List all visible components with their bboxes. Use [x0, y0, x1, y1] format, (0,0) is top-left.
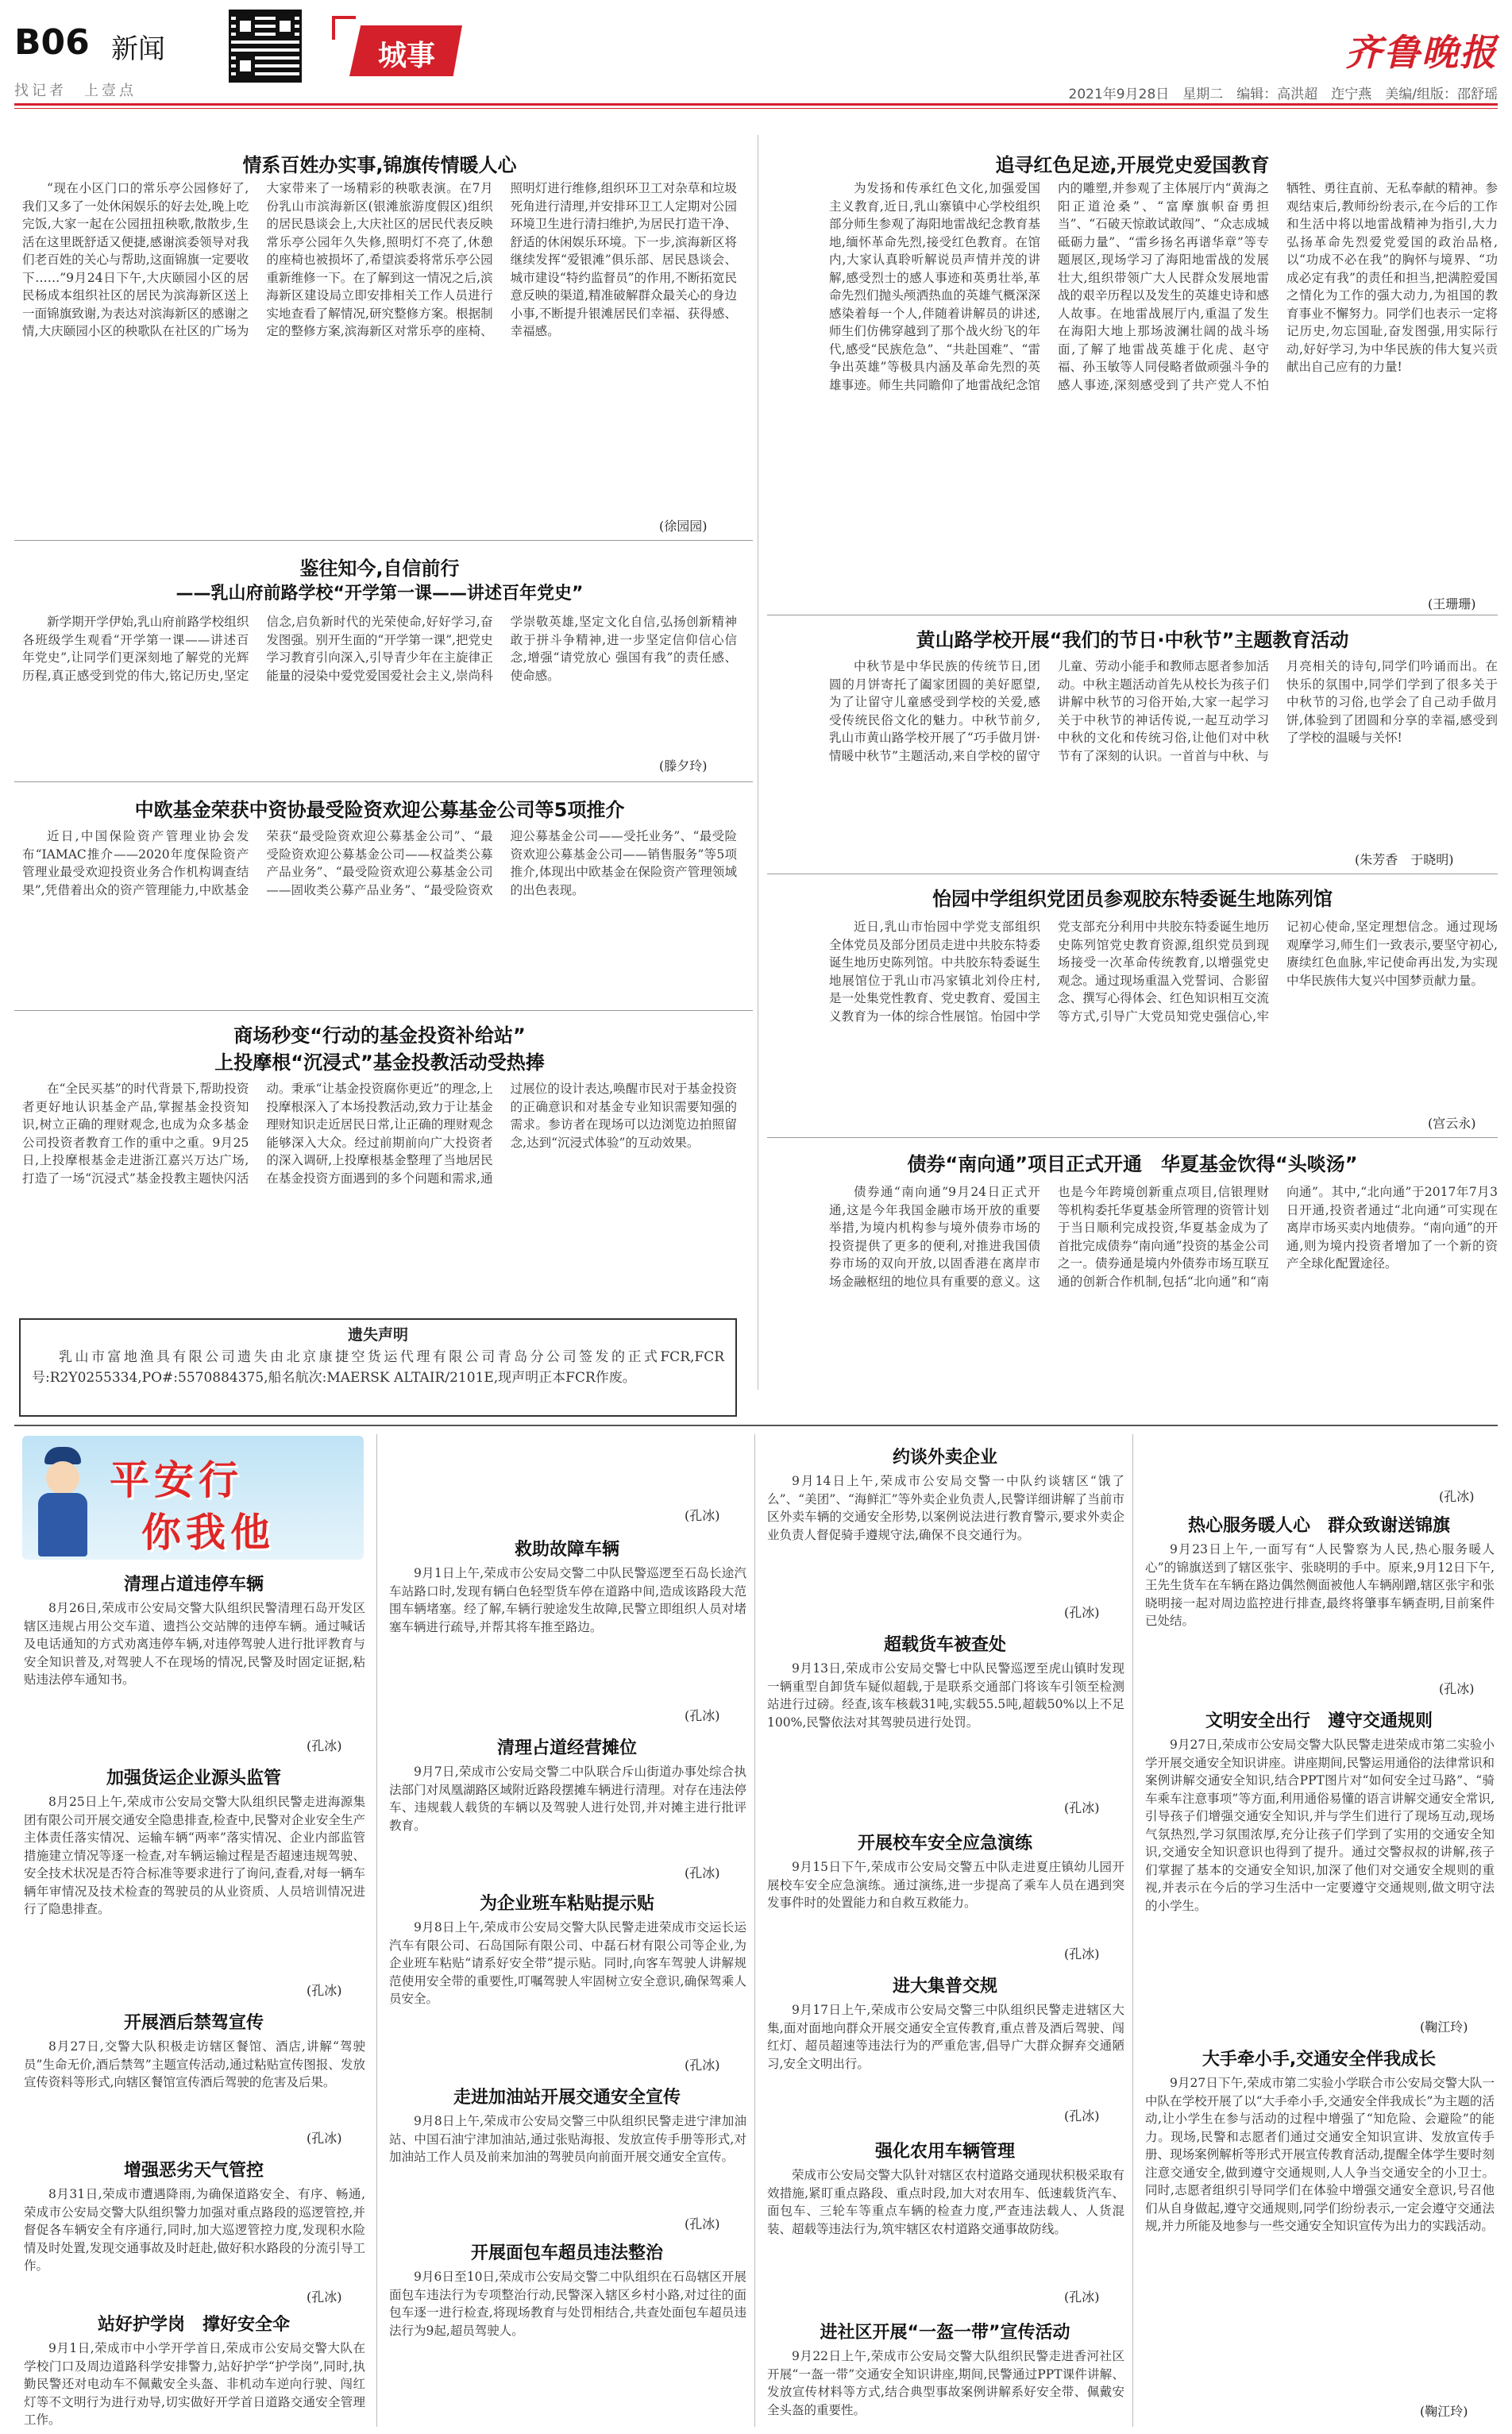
- section-tag-label: 城事: [377, 40, 435, 72]
- article-title: 中欧基金荣获中资协最受险资欢迎公募基金公司等5项推介: [134, 799, 625, 821]
- brief-title: 开展酒后禁驾宣传: [123, 2013, 264, 2033]
- brief-body: 9月17日上午,荣成市公安局交警三中队组织民警走进辖区大集,面对面地向群众开展交通安全宣传教育,重点普及酒后驾驶、闯红灯、超员超速等违法行为的严重危害,倡导广大群众摒弃交通陋习,安全文明出行。: [767, 2003, 1124, 2071]
- tag-accent: [332, 16, 356, 40]
- brief-body: 9月14日上午,荣成市公安局交警一中队约谈辖区“饿了么”、“美团”、“海鲜汇”等外卖企业负责人,民警详细讲解了当前市区外卖车辆的交通安全形势,以案例说法进行教育警示,要求外卖企业负责人督促骑手遵规守法,确保不良交通行为。: [767, 1474, 1124, 1542]
- brief-byline: (孔冰): [307, 1983, 342, 1998]
- divider: [14, 540, 753, 541]
- brief-body: 9月1日上午,荣成市公安局交警二中队民警巡逻至石岛长途汽车站路口时,发现有辆白色轻型货车停在道路中间,造成该路段大范围车辆堵塞。经了解,车辆行驶途发生故障,民警立即组织人员对堵塞车辆进行疏导,并帮其将车推至路边。: [389, 1566, 746, 1634]
- brief-byline: (孔冰): [307, 1738, 342, 1753]
- brief-byline: (鞠江玲): [1420, 2404, 1468, 2419]
- brief-body: 9月8日上午,荣成市公安局交警三中队组织民警走进宁津加油站、中国石油宁津加油站,通过张贴海报、发放宣传手册等形式,对加油站工作人员及前来加油的驾驶员向前面开展交通安全宣传。: [389, 2114, 746, 2164]
- brief-title: 走进加油站开展交通安全宣传: [453, 2088, 681, 2108]
- brief-byline: (孔冰): [685, 2216, 720, 2231]
- section-rule: [14, 1425, 1498, 1426]
- article-body: 近日,中国保险资产管理业协会发布“IAMAC推介——2020年度保险资产管理业最受欢迎投资业务合作机构调查结果”,凭借着出众的资产管理能力,中欧基金荣获“最受险资欢迎公募基金公司”、“最受险资欢迎公募基金公司——权益类公募产品业务”、“最受险资欢迎公募基金公司——固收类公募产品业务”、“最受险资欢迎公募基金公司——受托业务”、“最受险资欢迎公募基金公司——销售服务”等5项推介,体现出中欧基金在保险资产管理领域的出色表现。: [22, 829, 737, 897]
- safety-banner: [22, 1436, 364, 1560]
- article-body: 新学期开学伊始,乳山府前路学校组织各班级学生观看“开学第一课——讲述百年党史”,让同学们更深刻地了解党的光辉历程,真正感受到党的伟大,铭记历史,坚定信念,启负新时代的光荣使命,好好学习,奋发图强。别开生面的“开学第一课”,把党史学习教育引向深入,引导青少年在主旋律正能量的浸染中爱党爱国爱社会主义,崇尚科学崇敬英雄,坚定文化自信,弘扬创新精神敢于拼斗争精神,进一步坚定信仰信心信念,增强“请党放心 强国有我”的责任感、使命感。: [22, 615, 737, 683]
- article-byline: (徐园园): [659, 519, 708, 534]
- brief-body: 9月15日下午,荣成市公安局交警五中队走进夏庄镇幼儿园开展校车安全应急演练。通过演练,进一步提高了乘车人员在遇到突发事件时的处置能力和自救互救能力。: [767, 1860, 1124, 1910]
- brief-body: 荣成市公安局交警大队针对辖区农村道路交通现状积极采取有效措施,紧盯重点路段、重点时段,加大对农用车、低速载货汽车、面包车、三轮车等重点车辆的检查力度,严查违法载人、人货混装、超载等违法行为,筑牢辖区农村道路交通事故防线。: [767, 2168, 1124, 2236]
- divider: [376, 1434, 377, 2427]
- article-body: “现在小区门口的常乐亭公园修好了,我们又多了一处休闲娱乐的好去处,晚上吃完饭,大家一起在公园扭扭秧歌,散散步,生活在这里既舒适又便捷,感谢滨委领导对我们老百姓的关心与帮助,这面锦旗一定要收下……”9月24日下午,大庆颐园小区的居民杨成本组织社区的居民为滨海新区送上一面锦旗致谢,为表达对滨海新区的感谢之情,大庆颐园小区的秧歌队在社区的广场为大家带来了一场精彩的秧歌表演。在7月份乳山市滨海新区(银滩旅游度假区)组织的居民恳谈会上,大庆社区的居民代表反映常乐亭公园年久失修,照明灯不亮了,休憩的座椅也被损坏了,希望滨委将常乐亭公园重新维修一下。在了解到这一情况之后,滨海新区建设局立即安排相关工作人员进行实地查看了解情况,研究整修方案。根据制定的整修方案,滨海新区对常乐亭的座椅、照明灯进行维修,组织环卫工对杂草和垃圾死角进行清理,并安排环卫工人定期对公园环境卫生进行清扫维护,为居民打造干净、舒适的休闲娱乐环境。下一步,滨海新区将继续发挥“爱银滩”俱乐部、居民恳谈会、城市建设“特约监督员”的作用,不断拓宽民意反映的渠道,精准破解群众最关心的身边小事,不断提升银滩居民们幸福、获得感、幸福感。: [22, 181, 737, 338]
- banner-line2: 你我他: [141, 1510, 275, 1556]
- article-byline: (宫云永): [1428, 1116, 1476, 1131]
- brief-byline: (孔冰): [1064, 1946, 1100, 1961]
- article-subtitle: 上投摩根“沉浸式”基金投教活动受热捧: [214, 1051, 545, 1074]
- notice-body: 乳山市富地渔具有限公司遗失由北京康捷空货运代理有限公司青岛分公司签发的正式FCR,FCR号:R2Y0255334,PO#:5570884375,船名航次:MAERSK ALTAIR/2101E,现声明正本FCR作废。: [32, 1349, 724, 1386]
- brief-byline: (鞠江玲): [1420, 2019, 1468, 2035]
- brief-byline: (孔冰): [1439, 1681, 1475, 1696]
- article-body: 中秋节是中华民族的传统节日,团圆的月饼寄托了阖家团圆的美好愿望,为了让留守儿童感受到学校的关爱,感受传统民俗文化的魅力。中秋节前夕,乳山市黄山路学校开展了“巧手做月饼·情暖中秋节”主题活动,来自学校的留守儿童、劳动小能手和教师志愿者参加活动。中秋主题活动首先从校长为孩子们讲解中秋节的习俗开始,大家一起学习关于中秋节的神话传说,一起互动学习中秋的文化和传统习俗,让他们对中秋节有了深刻的认识。一首首与中秋、与月亮相关的诗句,同学们吟诵而出。在快乐的氛围中,同学们学到了很多关于中秋节的习俗,也学会了自己动手做月饼,体验到了团圆和分享的幸福,感受到了学校的温暖与关怀!: [829, 659, 1498, 763]
- notice-title: 遗失声明: [347, 1326, 408, 1344]
- article-byline: (朱芳香 于晓明): [1355, 852, 1454, 867]
- divider: [1132, 1434, 1133, 2427]
- brief-byline: (孔冰): [1064, 1800, 1100, 1815]
- page-number: B06: [14, 22, 90, 63]
- article-byline: (王珊珊): [1428, 596, 1476, 611]
- divider: [14, 781, 753, 782]
- brief-title: 清理占道违停车辆: [123, 1575, 264, 1595]
- brief-title: 救助故障车辆: [514, 1540, 619, 1560]
- brief-title: 进大集普交规: [892, 1977, 997, 1996]
- lost-notice: [19, 1318, 737, 1417]
- newspaper-logo: 齐鲁晚报: [1345, 31, 1498, 74]
- brief-body: 9月27日下午,荣成市第二实验小学联合市公安局交警大队一中队在学校开展了以“大手牵小手,交通安全伴我成长”为主题的活动,让小学生在参与活动的过程中增强了“知危险、会避险”的能力。现场,民警和志愿者们通过交通安全知识宣讲、发放宣传手册、现场案例解析等形式开展宣传教育活动,提醒全体学生要时刻注意交通安全,做到遵守交通规则,人人争当交通安全的小卫士。同时,志愿者组织引导同学们在体验中增强交通安全意识,号召他们从自身做起,遵守交通规则,同学们纷纷表示,一定会遵守交通法规,并力所能及地参与一些交通安全知识宣传为出力的实践活动。: [1145, 2076, 1495, 2233]
- divider: [754, 1434, 755, 2427]
- brief-body: 9月8日上午,荣成市公安局交警大队民警走进荣成市交运长运汽车有限公司、石岛国际有限公司、中磊石材有限公司等企业,为企业班车粘贴“请系好安全带”提示贴。同时,向客车驾驶人讲解规范使用安全带的重要性,叮嘱驾驶人牢固树立安全意识,确保驾乘人员安全。: [389, 1920, 746, 2006]
- reporter-line: 找记者 上壹点: [14, 83, 137, 99]
- article-title: 黄山路学校开展“我们的节日·中秋节”主题教育活动: [916, 629, 1349, 651]
- date-line: 2021年9月28日 星期二 编辑：高洪超 迮宁燕 美编/组版：邵舒瑶: [1068, 87, 1498, 102]
- brief-byline: (孔冰): [1064, 2108, 1100, 2123]
- brief-body: 8月27日,交警大队积极走访辖区餐馆、酒店,讲解“驾驶员”生命无价,酒后禁驾”主题宣传活动,通过粘贴宣传图报、发放宣传资料等形式,向辖区餐馆宣传酒后驾驶的危害及后果。: [24, 2039, 365, 2089]
- brief-title: 开展面包车超员违法整治: [470, 2243, 663, 2263]
- article-body: 近日,乳山市怡园中学党支部组织全体党员及部分团员走进中共胶东特委诞生地历史陈列馆。中共胶东特委诞生地展馆位于乳山市冯家镇北刘伶庄村,是一处集党性教育、党史教育、爱国主义教育为一体的综合性展馆。怡园中学党支部充分利用中共胶东特委诞生地历史陈列馆党史教育资源,组织党员到现场接受一次革命传统教育,以增强党史观念。通过现场重温入党誓词、合影留念、撰写心得体会、红色知识相互交流等方式,引导广大党员知党史强信心,牢记初心使命,坚定理想信念。通过现场观摩学习,师生们一致表示,要坚守初心,赓续红色血脉,牢记使命再出发,为实现中华民族伟大复兴中国梦贡献力量。: [829, 920, 1498, 1024]
- article-title: 追寻红色足迹,开展党史爱国教育: [995, 154, 1270, 176]
- section-name: 新闻: [111, 33, 165, 65]
- article-body: 在“全民买基”的时代背景下,帮助投资者更好地认识基金产品,掌握基金投资知识,树立正确的理财观念,也成为众多基金公司投资者教育工作的重中之重。9月25日,上投摩根基金走进浙江嘉兴万达广场,打造了一场“沉浸式”基金投教主题快闪活动。秉承“让基金投资腐你更近”的理念,上投摩根深入了本场投教活动,致力于让基金理财知识走近居民日常,让正确的理财观念能够深入大众。经过前期前向广大投资者的深入调研,上投摩根基金整理了当地居民在基金投资方面遇到的多个问题和需求,通过展位的设计表达,唤醒市民对于基金投资的正确意识和对基金专业知识需要知强的需求。参访者在现场可以边浏览边拍照留念,达到“沉浸式体验”的互动效果。: [22, 1082, 737, 1186]
- brief-title: 热心服务暖人心 群众致谢送锦旗: [1187, 1516, 1450, 1536]
- article-title: 鉴往知今,自信前行: [299, 557, 460, 580]
- brief-title: 站好护学岗 撑好安全伞: [97, 2315, 290, 2335]
- article-subtitle: ——乳山府前路学校“开学第一课——讲述百年党史”: [176, 584, 584, 604]
- brief-title: 强化农用车辆管理: [874, 2142, 1015, 2162]
- brief-byline: (孔冰): [307, 2131, 342, 2146]
- brief-byline: (孔冰): [1064, 1605, 1100, 1620]
- brief-body: 9月23日上午,一面写有“人民警察为人民,热心服务暖人心”的锦旗送到了辖区张宇、张晓明的手中。原来,9月12日下午,王先生货车在车辆在路边偶然侧面被他人车辆剐蹭,辖区张宇和张晓明接一起对周边监控进行排查,最终将肇事车辆查明,目前案件已处结。: [1145, 1542, 1495, 1628]
- brief-title: 清理占道经营摊位: [496, 1738, 637, 1758]
- banner-line1: 平安行: [110, 1457, 243, 1503]
- police-figure: [27, 1447, 98, 1558]
- brief-body: 9月13日,荣成市公安局交警七中队民警巡逻至虎山镇时发现一辆重型自卸货车疑似超载,于是联系交通部门将该车引领至检测站进行过磅。经查,该车核载31吨,实载55.5吨,超载50%以上不足100%,民警依法对其驾驶员进行处罚。: [767, 1661, 1124, 1730]
- brief-byline: (孔冰): [685, 1508, 720, 1523]
- divider: [767, 1137, 1498, 1138]
- divider: [14, 1010, 753, 1011]
- brief-body: 9月7日,荣成市公安局交警二中队联合斥山街道办事处综合执法部门对凤凰湖路区域附近路段摆摊车辆进行清理。对存在违法停车、违规载人载货的车辆以及驾驶人进行处罚,并对摊主进行批评教育。: [389, 1765, 746, 1833]
- brief-title: 增强恶劣天气管控: [123, 2161, 264, 2181]
- brief-title: 超载货车被查处: [883, 1635, 1006, 1655]
- article-byline: (滕夕玲): [659, 758, 708, 773]
- brief-title: 为企业班车粘贴提示贴: [479, 1894, 654, 1914]
- brief-byline: (孔冰): [1064, 2289, 1100, 2305]
- article-title: 情系百姓办实事,锦旗传情暖人心: [242, 154, 517, 176]
- article-body: 债券通“南向通”9月24日正式开通,这是今年我国金融市场开放的重要举措,为境内机构参与境外债券市场的投资提供了更多的便利,对推进我国债券市场的双向开放,以固香港在离岸市场金融枢纽的地位具有重要的意义。这也是今年跨境创新重点项目,信银理财等机构委托华夏基金所管理的资管计划于当日顺利完成投资,华夏基金成为了首批完成债券“南向通”投资的基金公司之一。债券通是境内外债券市场互联互通的创新合作机制,包括“北向通”和“南向通”。其中,“北向通”于2017年7月3日开通,投资者通过“北向通”可实现在离岸市场买卖内地债券。“南向通”的开通,则为境内投资者增加了一个新的资产全球化配置途径。: [829, 1185, 1498, 1289]
- brief-body: 9月1日,荣成市中小学开学首日,荣成市公安局交警大队在学校门口及周边道路科学安排警力,站好护学“护学岗”,同时,执勤民警还对电动车不佩戴安全头盔、非机动车逆向行驶、闯红灯等不文明行为进行劝导,切实做好开学首日道路交通安全管理工作。: [24, 2341, 365, 2427]
- brief-byline: (孔冰): [685, 2058, 720, 2073]
- brief-body: 8月31日,荣成市遭遇降雨,为确保道路安全、有序、畅通,荣成市公安局交警大队组织警力加强对重点路段的巡逻管控,并督促各车辆安全有序通行,同时,加大巡逻管控力度,发现积水险情及时处置,发现交通事故及时赶赴,做好积水路段的分流引导工作。: [24, 2187, 365, 2273]
- brief-body: 9月6日至10日,荣成市公安局交警二中队组织在石岛辖区开展面包车违法行为专项整治行动,民警深入辖区乡村小路,对过往的面包车逐一进行检查,将现场教育与处罚相结合,共查处面包车超员违法行为9起,超员驾驶人。: [389, 2270, 746, 2338]
- article-title: 怡园中学组织党团员参观胶东特委诞生地陈列馆: [932, 888, 1333, 910]
- brief-title: 文明安全出行 遵守交通规则: [1205, 1711, 1433, 1731]
- brief-byline: (孔冰): [1439, 1489, 1475, 1504]
- brief-title: 约谈外卖企业: [892, 1448, 997, 1468]
- brief-body: 9月27日,荣成市公安局交警大队民警走进荣成市第二实验小学开展交通安全知识讲座。讲座期间,民警运用通俗的法律常识和案例讲解交通安全知识,结合PPT图片对“如何安全过马路”、“骑车乘车注意事项”等方面,利用通俗易懂的语言讲解交通安全常识,引导孩子们增强交通安全知识,并与学生们进行了现场互动,现场气氛热烈,学习氛围浓厚,充分让孩子们学到了实用的交通安全知识,交通安全知识意识也得到了提升。通过交警叔叔的讲解,孩子们掌握了基本的交通安全知识,加深了他们对交通安全规则的重视,并表示在今后的学习生活中一定要遵守交通规则,做文明守法的小学生。: [1145, 1738, 1495, 1913]
- qr-code[interactable]: [229, 10, 302, 83]
- header-rule: [14, 103, 1498, 106]
- brief-title: 加强货运企业源头监管: [106, 1769, 281, 1788]
- brief-byline: (孔冰): [685, 1708, 720, 1723]
- brief-body: 8月26日,荣成市公安局交警大队组织民警清理石岛开发区辖区违规占用公交车道、遗挡公交站牌的违停车辆。通过喊话及电话通知的方式劝离违停车辆,对违停驾驶人进行批评教育与安全知识普及,对驾驶人不在现场的情况,民警及时固定证据,粘贴违法停车通知书。: [24, 1601, 365, 1687]
- brief-title: 开展校车安全应急演练: [857, 1834, 1032, 1853]
- brief-title: 大手牵小手,交通安全伴我成长: [1202, 2050, 1437, 2069]
- article-title: 商场秒变“行动的基金投资补给站”: [233, 1024, 526, 1047]
- brief-body: 8月25日上午,荣成市公安局交警大队组织民警走进海源集团有限公司开展交通安全隐患排查,检查中,民警对企业安全生产主体责任落实情况、运输车辆“两率”落实情况、企业内部监管措施建立情况等逐一检查,对车辆运输过程是否超速违规驾驶、安全技术状况是否符合标准等要求进行了询问,查看,对每一辆车辆年审情况及技术检查的驾驶员的从业资质、人员培训情况进行了隐患排查。: [24, 1795, 365, 1916]
- article-title: 债券“南向通”项目正式开通 华夏基金饮得“头啖汤”: [907, 1153, 1358, 1175]
- article-body: 为发扬和传承红色文化,加强爱国主义教育,近日,乳山寨镇中心学校组织部分师生参观了海阳地雷战纪念教育基地,缅怀革命先烈,接受红色教育。在馆内,大家认真聆听解说员声情并茂的讲解,感受烈士的感人事迹和英勇壮举,革命先烈们抛头颅洒热血的英雄气概深深感染着每一个人,伴随着讲解员的讲述,师生们仿佛穿越到了那个战火纷飞的年代,感受“民族危急”、“共赴国难”、“雷争出英雄”等极具内涵及革命先烈的英雄事迹。师生共同瞻仰了地雷战纪念馆内的雕塑,并参观了主体展厅内“黄海之阳正道沧桑”、“富摩旗帜奋勇担当”、“石破天惊敢试敢闯”、“众志成城砥砺力量”、“雷乡扬名再谱华章”等专题展区,现场学习了海阳地雷战的发展壮大,组织带领广大人民群众发展地雷战的艰辛历程以及发生的英雄史诗和感人故事。在地雷战展厅内,重温了发生在海阳大地上那场波澜壮阔的战斗场面,了解了地雷战英雄于化虎、赵守福、孙玉敏等人同侵略者做顽强斗争的感人事迹,深刻感受到了共产党人不怕牺牲、勇往直前、无私奉献的精神。参观结束后,教师纷纷表示,在今后的工作和生活中将以地雷战精神为指引,大力弘扬革命先烈爱党爱国的政治品格,以“功成不必在我”的胸怀与境界、“功成必定有我”的责任和担当,把满腔爱国之情化为工作的强大动力,为祖国的教育事业不懈努力。同学们也表示一定将记历史,勿忘国耻,奋发图强,用实际行动,好好学习,为中华民族的伟大复兴贡献出自己应有的力量!: [829, 181, 1498, 392]
- brief-byline: (孔冰): [685, 1865, 720, 1880]
- brief-title: 进社区开展“一盔一带”宣传活动: [820, 2323, 1070, 2343]
- brief-byline: (孔冰): [307, 2289, 342, 2305]
- brief-body: 9月22日上午,荣成市公安局交警大队组织民警走进香河社区开展“一盔一带”交通安全知识讲座,期间,民警通过PPT课件讲解、发放宣传材料等方式,结合典型事故案例讲解系好安全带、佩戴安全头盔的重要性。: [767, 2349, 1124, 2417]
- header-rule-thin: [14, 108, 1498, 109]
